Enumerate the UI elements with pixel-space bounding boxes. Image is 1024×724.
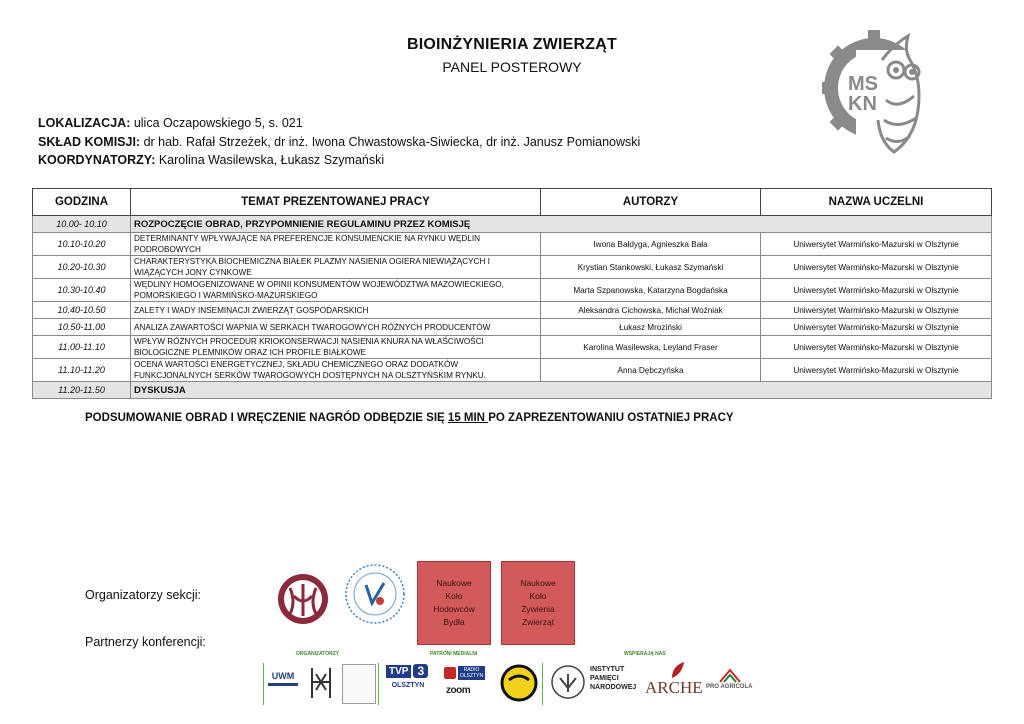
header-topic: TEMAT PREZENTOWANEJ PRACY — [131, 189, 541, 216]
radio-text: RADIO — [463, 667, 480, 673]
organizer-emblem-2 — [306, 664, 336, 702]
row-topic: OCENA WARTOŚCI ENERGETYCZNEJ, SKŁADU CHEMICZNEGO ORAZ DODATKÓW FUNKCJONALNYCH SERKÓW TWAROGOWYCH DOSTĘPNYCH NA OLSZTYŃSKIM RYNKU. — [131, 359, 541, 382]
ipn-line3: NARODOWEJ — [590, 684, 637, 691]
row-time: 10.20-10.30 — [33, 256, 131, 279]
tvp3-logo — [386, 664, 430, 700]
row-time: 11.10-11.20 — [33, 359, 131, 382]
row-topic: DETERMINANTY WPŁYWAJĄCE NA PREFERENCJE KONSUMENCKIE NA RYNKU WĘDLIN PODROBOWYCH — [131, 233, 541, 256]
divider-2 — [378, 663, 379, 705]
row-authors: Anna Dębczyńska — [541, 359, 761, 382]
committee-value: dr hab. Rafał Strzeżek, dr inż. Iwona Chwastowska-Siwiecka, dr inż. Janusz Pomianowski — [140, 135, 641, 149]
pro-agricola-logo: PRO AGRICOLA — [706, 684, 753, 690]
row-topic: WPŁYW RÓŻNYCH PROCEDUR KRIOKONSERWACJI NASIENIA KNURA NA WŁAŚCIWOŚCI BIOLOGICZNE PLEMNIKÓW ORAZ ICH PROFILE BIAŁKOWE — [131, 336, 541, 359]
location-label: LOKALIZACJA: — [38, 116, 131, 130]
box1-line2: Koło — [445, 591, 463, 601]
committee-line — [38, 135, 640, 149]
table-row — [33, 279, 992, 302]
mskn-logo — [822, 30, 928, 156]
table-row — [33, 359, 992, 382]
header-university: NAZWA UCZELNI — [761, 189, 992, 216]
tvp-number: 3 — [413, 664, 428, 678]
arche-logo: ARCHE — [645, 678, 703, 697]
section-organizers: ORGANIZATORZY — [296, 651, 340, 657]
location-value: ulica Oczapowskiego 5, s. 021 — [130, 116, 303, 130]
summary-note — [85, 412, 734, 424]
row-topic: CHARAKTERYSTYKA BIOCHEMICZNA BIAŁEK PLAZMY NASIENIA OGIERA NIEWIĄŻĄCYCH I WIĄŻĄCYCH JONY CYNKOWE — [131, 256, 541, 279]
box2-line3: Żywienia — [521, 604, 555, 614]
table-row — [33, 302, 992, 319]
row-authors: Łukasz Mroziński — [541, 319, 761, 336]
row-authors: Krystian Stankowski, Łukasz Szymański — [541, 256, 761, 279]
row-time: 10.40-10.50 — [33, 302, 131, 319]
coordinators-label: KOORDYNATORZY: — [38, 153, 156, 167]
logo-text-top: MS — [848, 73, 878, 95]
row-time: 10.50-11.00 — [33, 319, 131, 336]
box2-line2: Koło — [529, 591, 547, 601]
uwm-logo — [268, 671, 298, 697]
table-row — [33, 336, 992, 359]
box2-line4: Zwierząt — [521, 617, 555, 627]
ipn-line2: PAMIĘCI — [590, 675, 619, 682]
table-row — [33, 256, 992, 279]
row-time: 10.10-10.20 — [33, 233, 131, 256]
uwm-logo-text: UWM — [271, 671, 295, 681]
row-topic: WĘDLINY HOMOGENIZOWANE W OPINII KONSUMENTÓW WOJEWÓDZTWA MAZOWIECKIEGO, POMORSKIEGO I WARMIŃSKO-MAZURSKIEGO — [131, 279, 541, 302]
committee-label: SKŁAD KOMISJI: — [38, 135, 141, 149]
radio-city: OLSZTYN — [460, 673, 484, 679]
row-university: Uniwersytet Warmińsko-Mazurski w Olsztynie — [761, 336, 992, 359]
row-authors: Aleksandra Cichowska, Michał Woźniak — [541, 302, 761, 319]
ipn-text — [590, 665, 636, 692]
row-university: Uniwersytet Warmińsko-Mazurski w Olsztynie — [761, 256, 992, 279]
table-row — [33, 233, 992, 256]
row-authors: Iwona Bałdyga, Agnieszka Bała — [541, 233, 761, 256]
university-emblem-logo — [276, 572, 330, 626]
row-time: 10.30-10.40 — [33, 279, 131, 302]
arche-leaf-icon — [668, 660, 688, 680]
page-subtitle: PANEL POSTEROWY — [442, 59, 582, 75]
table-header-row — [33, 189, 992, 216]
row-time: 11.20-11.50 — [33, 382, 131, 399]
row-time: 10.00- 10.10 — [33, 216, 131, 233]
organizers-label: Organizatorzy sekcji: — [85, 588, 202, 602]
row-topic: ROZPOCZĘCIE OBRAD, PRZYPOMNIENIE REGULAMINU PRZEZ KOMISJĘ — [131, 216, 992, 233]
box2-line1: Naukowe — [520, 578, 556, 588]
row-university: Uniwersytet Warmińsko-Mazurski w Olsztynie — [761, 319, 992, 336]
tvp-text: TVP — [386, 665, 411, 678]
row-topic: ANALIZA ZAWARTOŚCI WAPNIA W SERKACH TWAROGOWYCH RÓŻNYCH PRODUCENTÓW — [131, 319, 541, 336]
row-university: Uniwersytet Warmińsko-Mazurski w Olsztynie — [761, 302, 992, 319]
header-time: GODZINA — [33, 189, 131, 216]
divider-3 — [542, 663, 543, 705]
organizer-emblem-3 — [342, 664, 376, 704]
row-time: 11.00-11.10 — [33, 336, 131, 359]
divider-1 — [263, 663, 264, 705]
summary-after: PO ZAPREZENTOWANIU OSTATNIEJ PRACY — [488, 412, 734, 424]
row-authors: Karolina Wasilewska, Leyland Fraser — [541, 336, 761, 359]
zoom-logo: zoom — [446, 685, 471, 696]
partners-label: Partnerzy konferencji: — [85, 635, 206, 649]
row-authors: Marta Szpanowska, Katarzyna Bogdańska — [541, 279, 761, 302]
row-topic: DYSKUSJA — [131, 382, 992, 399]
org-box-animal-nutrition — [501, 561, 575, 645]
summary-highlight: 15 MIN — [447, 412, 489, 424]
table-row — [33, 216, 992, 233]
schedule-table — [32, 188, 992, 399]
pro-agricola-icon — [718, 666, 742, 684]
coordinators-line — [38, 153, 384, 167]
radio-olsztyn-logo — [444, 664, 492, 682]
summary-before: PODSUMOWANIE OBRAD I WRĘCZENIE NAGRÓD ODBĘDZIE SIĘ — [85, 412, 448, 424]
table-row — [33, 382, 992, 399]
location-line — [38, 116, 303, 130]
row-university: Uniwersytet Warmińsko-Mazurski w Olsztynie — [761, 279, 992, 302]
coordinators-value: Karolina Wasilewska, Łukasz Szymański — [155, 153, 385, 167]
ipn-line1: INSTYTUT — [590, 666, 625, 673]
row-topic: ZALETY I WADY INSEMINACJI ZWIERZĄT GOSPODARSKICH — [131, 302, 541, 319]
box1-line4: Bydła — [443, 617, 465, 627]
section-support: WSPIERAJĄ NAS — [624, 651, 666, 657]
box1-line1: Naukowe — [436, 578, 472, 588]
row-university: Uniwersytet Warmińsko-Mazurski w Olsztynie — [761, 233, 992, 256]
logo-text-bottom: KN — [848, 93, 877, 115]
table-row — [33, 319, 992, 336]
section-emblem-logo — [344, 563, 406, 625]
ipn-eagle-logo — [550, 664, 586, 700]
tvp-city: OLSZTYN — [391, 682, 425, 689]
box1-line3: Hodowców — [433, 604, 475, 614]
uwm-fm-logo — [500, 664, 538, 702]
section-media: PATRONI MEDIALNI — [430, 651, 478, 657]
header-authors: AUTORZY — [541, 189, 761, 216]
page-title: BIOINŻYNIERIA ZWIERZĄT — [406, 36, 618, 53]
row-university: Uniwersytet Warmińsko-Mazurski w Olsztynie — [761, 359, 992, 382]
org-box-cattle-breeders — [417, 561, 491, 645]
